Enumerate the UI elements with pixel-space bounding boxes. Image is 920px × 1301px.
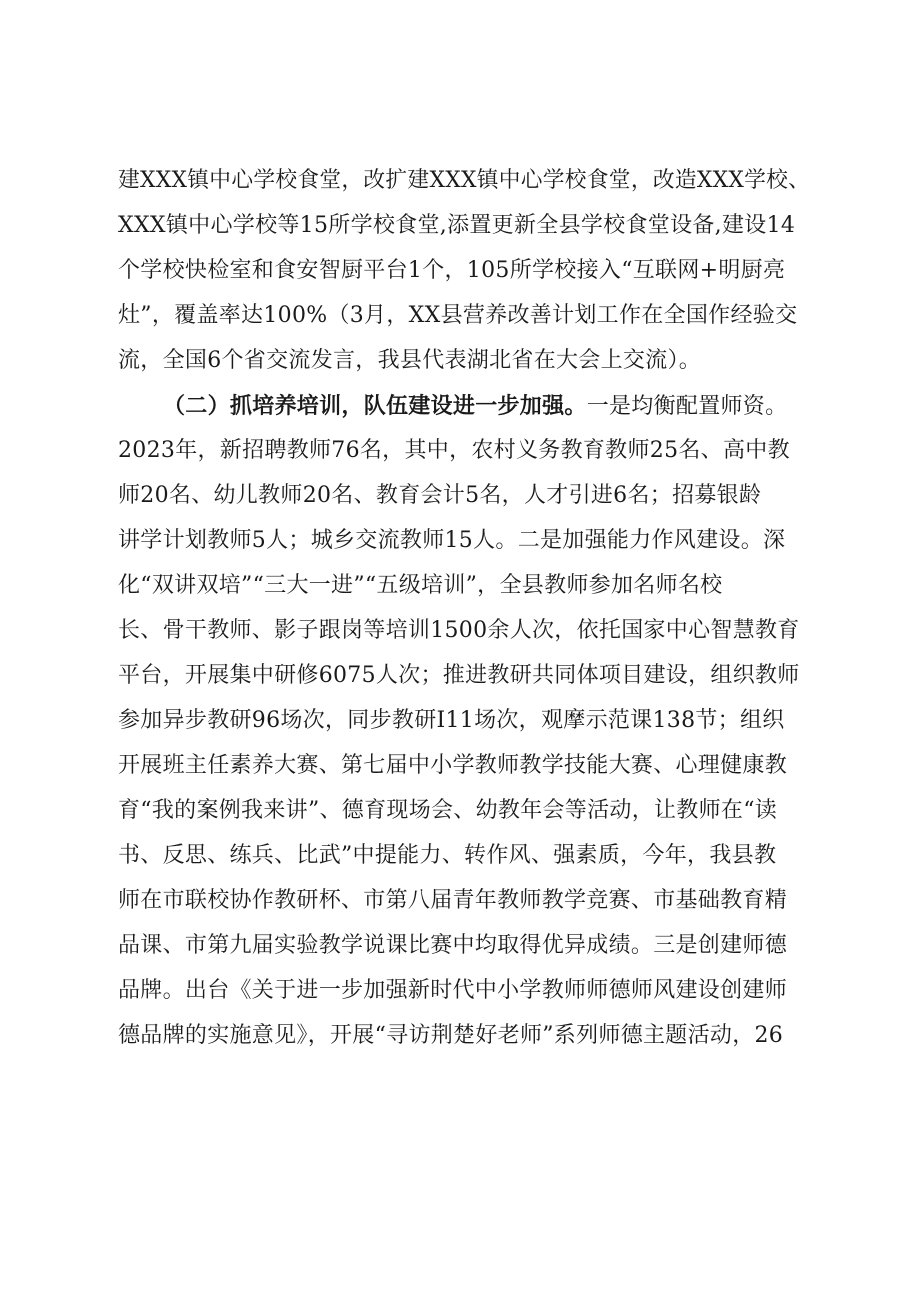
text-line-10: 化“双讲双培”“三大一进”“五级培训”，全县教师参加名师名校 [118, 573, 723, 598]
text-line-13: 参加异步教研96场次，同步教研I11场次，观摩示范课138节；组织 [118, 708, 785, 733]
text-line-14: 开展班主任素养大赛、第七届中小学教师教学技能大赛、心理健康教 [118, 753, 788, 778]
text-line-2: XXX镇中心学校等15所学校食堂,添置更新全县学校食堂设备,建设14 [118, 213, 796, 238]
section-heading-tail: 一是均衡配置师资。 [586, 394, 788, 419]
section-heading: （二）抓培养培训，队伍建设进一步加强。 [163, 393, 587, 419]
text-line-12: 平台，开展集中研修6075人次；推进教研共同体项目建设，组织教师 [118, 663, 800, 688]
text-line-4: 灶”，覆盖率达100%（3月，XX县营养改善计划工作在全国作经验交 [118, 303, 798, 328]
text-line-18: 品课、市第九届实验教学说课比赛中均取得优异成绩。三是创建师德 [118, 933, 788, 958]
text-line-1: 建XXX镇中心学校食堂，改扩建XXX镇中心学校食堂，改造XXX学校、 [118, 168, 811, 193]
section-heading-line [163, 386, 787, 426]
text-line-17: 师在市联校协作教研杯、市第八届青年教师教学竞赛、市基础教育精 [118, 888, 788, 913]
text-line-7: 2023年，新招聘教师76名，其中，农村义务教育教师25名、高中教 [118, 438, 790, 463]
text-line-8: 师20名、幼儿教师20名、教育会计5名，人才引进6名；招募银龄 [118, 483, 762, 508]
text-line-16: 书、反思、练兵、比武”中提能力、转作风、强素质，今年，我县教 [118, 843, 777, 868]
text-line-9: 讲学计划教师5人；城乡交流教师15人。二是加强能力作风建设。深 [118, 528, 786, 553]
text-line-20: 德品牌的实施意见》，开展“寻访荆楚好老师”系列师德主题活动，26 [118, 1023, 784, 1048]
text-line-19: 品牌。出台《关于进一步加强新时代中小学教师师德师风建设创建师 [118, 978, 788, 1003]
text-line-15: 育“我的案例我来讲”、德育现场会、幼教年会等活动，让教师在“读 [118, 798, 778, 823]
text-line-3: 个学校快检室和食安智厨平台1个，105所学校接入“互联网+明厨亮 [118, 258, 786, 283]
text-line-11: 长、骨干教师、影子跟岗等培训1500余人次，依托国家中心智慧教育 [118, 618, 800, 643]
text-line-5: 流，全国6个省交流发言，我县代表湖北省在大会上交流）。 [118, 348, 702, 373]
